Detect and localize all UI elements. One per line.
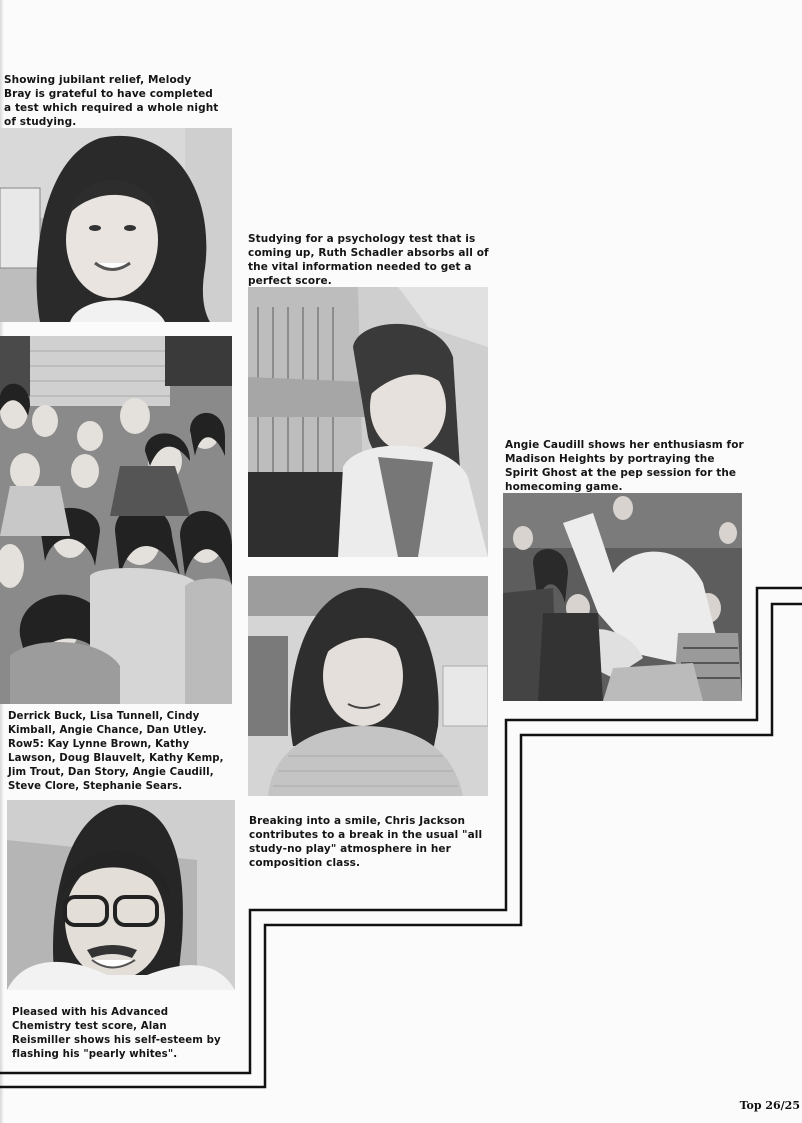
caption-ruth-schadler: Studying for a psychology test that is coming up, Ruth Schadler absorbs all of the vital information needed to get a perfect score. (248, 233, 489, 287)
photo-melody-bray (0, 128, 232, 322)
page-number-folio: Top 26/25 (739, 1099, 800, 1112)
caption-group-names: Derrick Buck, Lisa Tunnell, Cindy Kimball, Angie Chance, Dan Utley. Row5: Kay Lynne Brown, Kathy Lawson, Doug Blauvelt, Kathy Kemp, Jim Trout, Dan Story, Angie Caudill, Steve Clore, Stephanie Sears. (8, 711, 224, 792)
photo-angie-caudill-spirit-ghost (503, 493, 742, 701)
photo-alan-reismiller (7, 800, 235, 990)
photo-chris-jackson (248, 576, 488, 796)
photo-ruth-schadler (248, 287, 488, 557)
caption-angie-caudill: Angie Caudill shows her enthusiasm for Madison Heights by portraying the Spirit Ghost at the pep session for the homecoming game. (505, 439, 744, 493)
caption-alan-reismiller: Pleased with his Advanced Chemistry test score, Alan Reismiller shows his self-esteem by flashing his "pearly whites". (12, 1007, 221, 1060)
caption-melody-bray: Showing jubilant relief, Melody Bray is grateful to have completed a test which required a whole night of studying. (4, 74, 219, 128)
photo-class-group (0, 336, 232, 704)
caption-chris-jackson: Breaking into a smile, Chris Jackson contributes to a break in the usual "all study-no play" atmosphere in her composition class. (249, 815, 483, 869)
